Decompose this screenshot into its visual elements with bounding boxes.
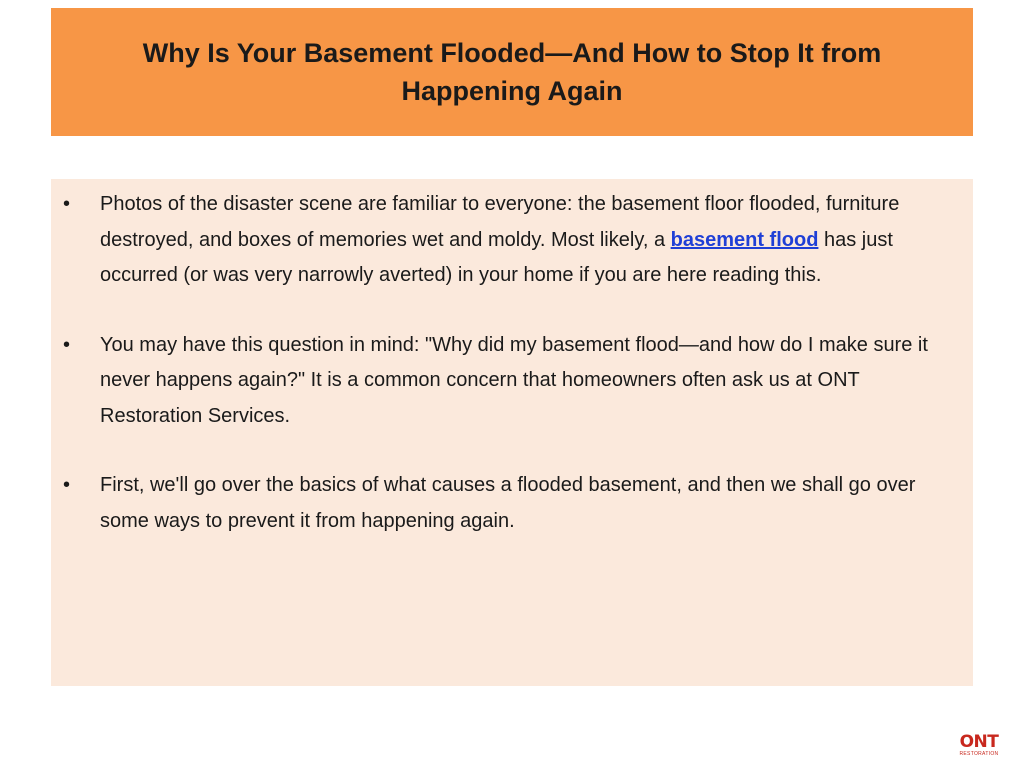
bullet-text-1-after: has just occurred (or was very narrowly averted) in your home if you are here reading this. xyxy=(100,228,893,286)
bullet-marker: • xyxy=(63,333,71,356)
bullet-text-2: You may have this question in mind: "Why did my basement flood—and how do I make sure it never happens again?" It is a common concern that homeowners often ask us at ONT Restoration Services. xyxy=(100,333,928,427)
bullet-text-1 xyxy=(100,187,957,294)
bullet-marker: • xyxy=(63,193,71,215)
bullet-item-2 xyxy=(63,328,957,435)
ont-restoration-logo xyxy=(955,733,1003,759)
bullet-item-3 xyxy=(63,468,957,539)
slide-title: Why Is Your Basement Flooded—And How to Stop It from Happening Again xyxy=(142,38,882,106)
bullet-text-1-before: Photos of the disaster scene are familiar to everyone: the basement floor flooded, furniture destroyed, and boxes of memories wet and moldy. Most likely, a xyxy=(100,193,900,251)
bullet-item-1 xyxy=(63,187,957,294)
basement-flood-link[interactable]: basement flood xyxy=(670,228,819,251)
bullet-text-3: First, we'll go over the basics of what causes a flooded basement, and then we shall go over some ways to prevent it from happening again. xyxy=(100,474,916,532)
logo-mark: ONT xyxy=(959,732,999,752)
title-band xyxy=(51,8,973,136)
logo-subtitle: RESTORATION xyxy=(959,751,999,757)
bullet-marker: • xyxy=(63,474,71,496)
content-box xyxy=(51,179,973,686)
